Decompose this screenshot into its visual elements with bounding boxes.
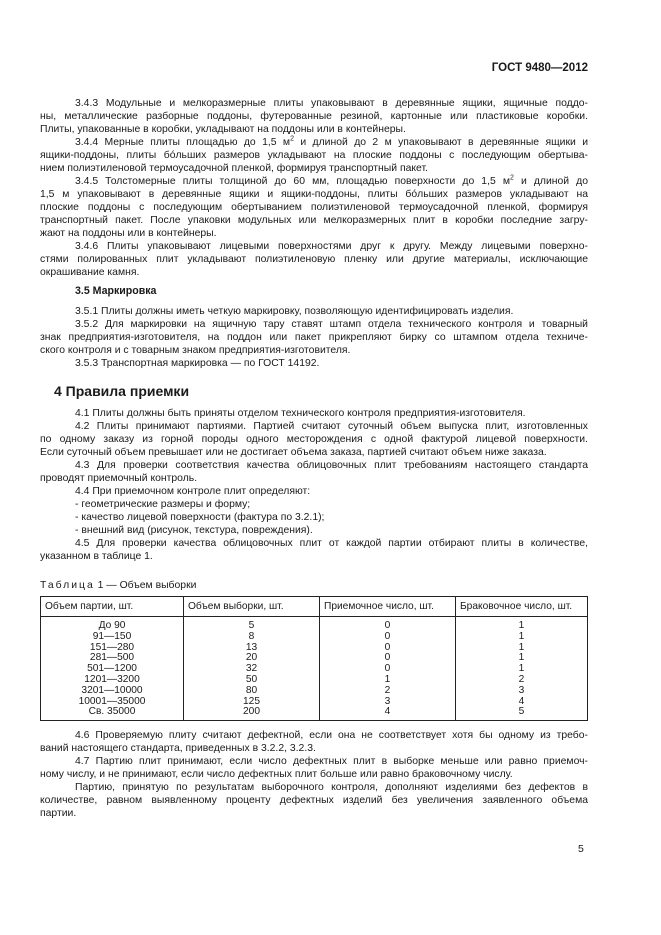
text-line: Плиты, упакованные в коробки, укладывают на поддоны или в контейнеры. — [40, 124, 406, 135]
paragraph-4-1: 4.1 Плиты должны быть приняты отделом технического контроля предприятия-изготовителя. — [75, 408, 526, 419]
table-cell: 501—1200 — [41, 664, 184, 675]
text-line: 1,5 м упаковывают в деревянные ящики и ящики-поддоны, плиты бóльших размеров укладывают на — [40, 189, 588, 200]
table-cell: 0 — [320, 653, 456, 664]
text-line: 3.5.2 Для маркировки на ящичную тару ставят штамп отдела технического контроля и товарный — [75, 319, 588, 330]
page-body — [40, 97, 588, 820]
paragraph-3-4-5 — [40, 175, 588, 240]
text-line: указанном в таблице 1. — [40, 551, 153, 562]
list-item: - качество лицевой поверхности (фактура по 3.2.1); — [75, 512, 325, 523]
text-line: плоские поддоны с последующим обертыванием полиэтиленовой термоусадочной пленкой, формируя — [40, 202, 588, 213]
paragraph-4-3 — [40, 459, 588, 485]
section-heading-4: 4 Правила приемки — [54, 383, 190, 399]
table-cell: 13 — [184, 643, 320, 654]
table-cell: 32 — [184, 664, 320, 675]
text-line: Если суточный объем превышает или не достигает объема заказа, партией считают объем ниже заказа. — [40, 447, 547, 458]
text-line: ского контроля и с товарным знаком предприятия-изготовителя. — [40, 345, 351, 356]
table-cell: 1 — [320, 675, 456, 686]
paragraph-4-4 — [40, 485, 588, 537]
paragraph-4-2 — [40, 420, 588, 459]
column-header: Браковочное число, шт. — [456, 597, 588, 617]
text-line: транспортный пакет. После упаковки модульных или мелкоразмерных плит в коробки последние загру- — [40, 215, 588, 226]
text-line: нием полиэтиленовой термоусадочной пленкой, формируя транспортный пакет. — [40, 163, 428, 174]
caption-text: 1 — Объем выборки — [94, 580, 197, 591]
table-cell: 80 — [184, 686, 320, 697]
text: и длиной до 2 м упаковывают в деревянные ящики и — [293, 137, 588, 148]
table-cell: 5 — [184, 617, 320, 632]
table-cell: 4 — [320, 707, 456, 720]
paragraph-3-5-1: 3.5.1 Плиты должны иметь четкую маркировку, позволяющую идентифицировать изделия. — [75, 306, 514, 317]
table-row — [41, 632, 588, 643]
table-cell: 1 — [456, 617, 588, 632]
text-line: 4.3 Для проверки соответствия качества облицовочных плит требованиям настоящего стандарта — [75, 460, 588, 471]
text-line: 3.4.3 Модульные и мелкоразмерные плиты упаковывают в деревянные ящики, ящичные поддо- — [75, 98, 588, 109]
text-line: жают на поддоны или в контейнеры. — [40, 228, 217, 239]
paragraph-4-6 — [40, 729, 588, 755]
text-line: окрашивание камня. — [40, 267, 140, 278]
table-cell: 3 — [456, 686, 588, 697]
table-cell: 5 — [456, 707, 588, 720]
text-line: проводят приемочный контроль. — [40, 473, 198, 484]
table-cell: 1 — [456, 653, 588, 664]
table-cell: 0 — [320, 643, 456, 654]
paragraph-3-4-4 — [40, 136, 588, 175]
table-caption — [40, 579, 588, 592]
table-cell: 4 — [456, 697, 588, 708]
paragraph-4-5 — [40, 537, 588, 563]
superscript: 2 — [509, 174, 514, 182]
table-cell: 3201—10000 — [41, 686, 184, 697]
table-row — [41, 617, 588, 632]
table-cell: 20 — [184, 653, 320, 664]
table-cell: 0 — [320, 617, 456, 632]
paragraph-3-5-2 — [40, 318, 588, 357]
paragraph-3-4-3 — [40, 97, 588, 136]
document-header: ГОСТ 9480—2012 — [491, 62, 588, 74]
table-cell: 1 — [456, 664, 588, 675]
table-cell: 10001—35000 — [41, 697, 184, 708]
sample-size-table — [40, 596, 588, 721]
paragraph-3-4-6 — [40, 240, 588, 279]
text-line: 4.7 Партию плит принимают, если число дефектных плит в выборке меньше или равно приемоч- — [75, 756, 588, 768]
table-cell: 1201—3200 — [41, 675, 184, 686]
paragraph-4-7 — [40, 755, 588, 781]
text-line: стями полированных плит укладывают полиэтиленовую пленку или другие материалы, исключающие — [40, 254, 588, 265]
column-header: Объем выборки, шт. — [184, 597, 320, 617]
table-cell: 3 — [320, 697, 456, 708]
table-cell: 151—280 — [41, 643, 184, 654]
caption-label: Таблица — [40, 580, 95, 591]
table-cell: 8 — [184, 632, 320, 643]
text-line: 4.6 Проверяемую плиту считают дефектной, если она не соответствует хотя бы одному из требо- — [75, 730, 588, 742]
table-cell: 0 — [320, 632, 456, 643]
paragraph-3-5-3: 3.5.3 Транспортная маркировка — по ГОСТ 14192. — [75, 358, 320, 369]
text-line: 4.4 При приемочном контроле плит определяют: — [75, 486, 311, 497]
list-item: - внешний вид (рисунок, текстура, повреждения). — [75, 525, 313, 536]
list-item: - геометрические размеры и форму; — [75, 499, 251, 510]
text-line: ному числу, и не принимают, если число дефектных плит больше или равно браковочному числу. — [40, 769, 513, 781]
table-cell: До 90 — [41, 617, 184, 632]
page-number: 5 — [578, 843, 584, 855]
section-heading-3-5: 3.5 Маркировка — [75, 285, 157, 297]
column-header: Объем партии, шт. — [41, 597, 184, 617]
column-header: Приемочное число, шт. — [320, 597, 456, 617]
table-cell: 2 — [320, 686, 456, 697]
text-line: ящики-поддоны, плиты бóльших размеров укладывают на плоские поддоны с последующим обертыва- — [40, 150, 588, 161]
table-cell: 281—500 — [41, 653, 184, 664]
text-line: 4.2 Плиты принимают партиями. Партией считают суточный объем выпуска плит, изготовленных — [75, 421, 588, 432]
table-cell: 1 — [456, 632, 588, 643]
text-line: количестве, равном выявленному проценту дефектных изделий без увеличения заявленного объема — [40, 795, 588, 807]
table-header-row — [41, 597, 588, 617]
text-line: по одному заказу из горной породы одного месторождения с одной фактурой лицевой поверхности. — [40, 434, 588, 445]
superscript: 2 — [290, 135, 294, 143]
text-line — [40, 175, 588, 188]
table-row — [41, 707, 588, 720]
table-cell: 50 — [184, 675, 320, 686]
table-cell: 125 — [184, 697, 320, 708]
table-cell: 91—150 — [41, 632, 184, 643]
text: 3.4.4 Мерные плиты площадью до 1,5 м — [75, 137, 291, 148]
paragraph-4-7-continued — [40, 781, 588, 820]
table-cell: 1 — [456, 643, 588, 654]
text-line — [40, 136, 588, 149]
text: 3.4.5 Толстомерные плиты толщиной до 60 мм, площадью поверхности до 1,5 м — [75, 176, 510, 187]
text-line: 3.4.6 Плиты упаковывают лицевыми поверхностями друг к другу. Между лицевыми поверхно- — [75, 241, 588, 252]
table-row — [41, 686, 588, 697]
table-cell: 2 — [456, 675, 588, 686]
text-line: ваний настоящего стандарта, приведенных в 3.2.2, 3.2.3. — [40, 743, 316, 755]
text: и длиной до — [513, 176, 589, 187]
table-cell: 0 — [320, 664, 456, 675]
text-line: партии. — [40, 808, 77, 820]
text-line: ны, металлические разборные поддоны, футерованные резиной, картонные или пластиковые коробки. — [40, 111, 588, 122]
table-cell: Св. 35000 — [41, 707, 184, 720]
text-line: 4.5 Для проверки качества облицовочных плит от каждой партии отбирают плиты в количестве, — [75, 538, 588, 549]
table-cell: 200 — [184, 707, 320, 720]
text-line: Партию, принятую по результатам выборочного контроля, дополняют изделиями без дефектов в — [75, 782, 588, 794]
text-line: знак предприятия-изготовителя, на поддон или пакет прикрепляют бирку со штампом отдела техниче- — [40, 332, 588, 343]
